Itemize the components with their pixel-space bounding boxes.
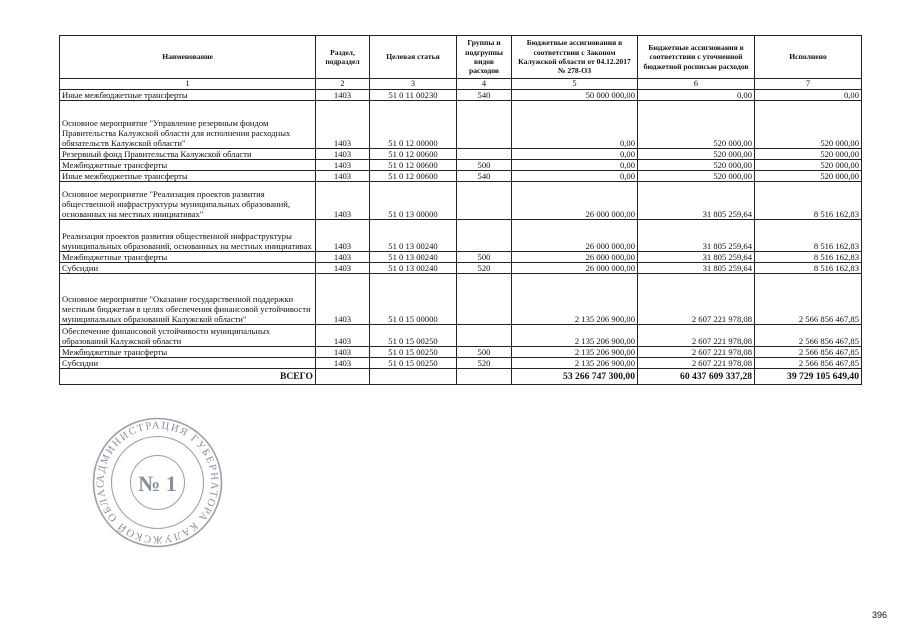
cell-section: 1403 bbox=[316, 263, 370, 274]
header-executed: Исполнено bbox=[755, 36, 862, 79]
header-section: Раздел, подраздел bbox=[316, 36, 370, 79]
col-number: 7 bbox=[755, 79, 862, 90]
cell-law: 2 135 206 900,00 bbox=[512, 274, 638, 325]
cell-name: Основное мероприятие "Управление резервным фондом Правительства Калужской области для исполнения расходных обязательств Калужской области" bbox=[60, 101, 316, 149]
cell-updated: 2 607 221 978,08 bbox=[638, 274, 755, 325]
cell-article: 51 0 12 00600 bbox=[370, 160, 457, 171]
cell-article: 51 0 12 00600 bbox=[370, 149, 457, 160]
cell-law: 0,00 bbox=[512, 171, 638, 182]
cell-updated: 31 805 259,64 bbox=[638, 263, 755, 274]
cell-executed: 520 000,00 bbox=[755, 160, 862, 171]
col-number: 2 bbox=[316, 79, 370, 90]
cell-article: 51 0 15 00250 bbox=[370, 347, 457, 358]
cell-article: 51 0 12 00000 bbox=[370, 101, 457, 149]
table-row bbox=[60, 171, 862, 182]
cell-law: 26 000 000,00 bbox=[512, 220, 638, 252]
total-empty-cell bbox=[316, 369, 370, 385]
cell-article: 51 0 13 00240 bbox=[370, 252, 457, 263]
cell-section: 1403 bbox=[316, 347, 370, 358]
stamp-number: № 1 bbox=[138, 471, 177, 496]
table-row bbox=[60, 101, 862, 149]
col-number: 3 bbox=[370, 79, 457, 90]
cell-section: 1403 bbox=[316, 182, 370, 220]
cell-law: 0,00 bbox=[512, 149, 638, 160]
cell-updated: 520 000,00 bbox=[638, 149, 755, 160]
total-executed: 39 729 105 649,40 bbox=[755, 369, 862, 385]
cell-section: 1403 bbox=[316, 252, 370, 263]
cell-group bbox=[457, 101, 512, 149]
cell-section: 1403 bbox=[316, 220, 370, 252]
cell-section: 1403 bbox=[316, 149, 370, 160]
table-row bbox=[60, 252, 862, 263]
cell-executed: 8 516 162,83 bbox=[755, 263, 862, 274]
cell-name: Реализация проектов развития общественной инфраструктуры муниципальных образований, основанных на местных инициативах bbox=[60, 220, 316, 252]
cell-group bbox=[457, 325, 512, 347]
cell-law: 2 135 206 900,00 bbox=[512, 358, 638, 369]
cell-updated: 520 000,00 bbox=[638, 101, 755, 149]
cell-article: 51 0 12 00600 bbox=[370, 171, 457, 182]
cell-name: Межбюджетные трансферты bbox=[60, 160, 316, 171]
stamp-outer-text: АДМИНИСТРАЦИЯ ГУБЕРНАТОРА КАЛУЖСКОЙ ОБЛАС bbox=[95, 420, 220, 545]
cell-group bbox=[457, 149, 512, 160]
official-stamp bbox=[90, 415, 225, 550]
cell-article: 51 0 13 00240 bbox=[370, 220, 457, 252]
table-row bbox=[60, 274, 862, 325]
cell-updated: 31 805 259,64 bbox=[638, 182, 755, 220]
table-row bbox=[60, 358, 862, 369]
cell-executed: 520 000,00 bbox=[755, 149, 862, 160]
cell-executed: 2 566 856 467,85 bbox=[755, 274, 862, 325]
table-row bbox=[60, 182, 862, 220]
table-row bbox=[60, 90, 862, 101]
cell-name: Основное мероприятие "Оказание государственной поддержки местным бюджетам в целях обеспечения финансовой устойчивости муниципальных образований Калужской области" bbox=[60, 274, 316, 325]
table-row bbox=[60, 263, 862, 274]
cell-name: Межбюджетные трансферты bbox=[60, 347, 316, 358]
cell-name: Иные межбюджетные трансферты bbox=[60, 90, 316, 101]
cell-group bbox=[457, 220, 512, 252]
cell-article: 51 0 13 00240 bbox=[370, 263, 457, 274]
stamp-seal-icon bbox=[90, 415, 225, 550]
total-label: ВСЕГО bbox=[60, 369, 316, 385]
cell-law: 2 135 206 900,00 bbox=[512, 325, 638, 347]
cell-updated: 2 607 221 978,08 bbox=[638, 358, 755, 369]
cell-executed: 8 516 162,83 bbox=[755, 182, 862, 220]
cell-group bbox=[457, 182, 512, 220]
total-row bbox=[60, 369, 862, 385]
col-number: 1 bbox=[60, 79, 316, 90]
header-name: Наименование bbox=[60, 36, 316, 79]
cell-section: 1403 bbox=[316, 90, 370, 101]
cell-executed: 2 566 856 467,85 bbox=[755, 358, 862, 369]
cell-name: Субсидии bbox=[60, 358, 316, 369]
table-row bbox=[60, 149, 862, 160]
cell-law: 0,00 bbox=[512, 101, 638, 149]
cell-executed: 2 566 856 467,85 bbox=[755, 325, 862, 347]
total-empty-cell bbox=[370, 369, 457, 385]
cell-executed: 8 516 162,83 bbox=[755, 220, 862, 252]
cell-executed: 0,00 bbox=[755, 90, 862, 101]
cell-name: Субсидии bbox=[60, 263, 316, 274]
cell-executed: 520 000,00 bbox=[755, 171, 862, 182]
cell-group: 540 bbox=[457, 90, 512, 101]
cell-updated: 520 000,00 bbox=[638, 160, 755, 171]
cell-law: 2 135 206 900,00 bbox=[512, 347, 638, 358]
cell-name: Межбюджетные трансферты bbox=[60, 252, 316, 263]
cell-section: 1403 bbox=[316, 160, 370, 171]
cell-section: 1403 bbox=[316, 101, 370, 149]
cell-name: Резервный фонд Правительства Калужской области bbox=[60, 149, 316, 160]
cell-group: 500 bbox=[457, 252, 512, 263]
cell-law: 26 000 000,00 bbox=[512, 252, 638, 263]
cell-group: 500 bbox=[457, 347, 512, 358]
cell-law: 26 000 000,00 bbox=[512, 263, 638, 274]
cell-group: 520 bbox=[457, 263, 512, 274]
header-group: Группы и подгруппы видов расходов bbox=[457, 36, 512, 79]
cell-article: 51 0 15 00250 bbox=[370, 358, 457, 369]
col-number: 4 bbox=[457, 79, 512, 90]
column-numbers-row bbox=[60, 79, 862, 90]
total-updated: 60 437 609 337,28 bbox=[638, 369, 755, 385]
col-number: 6 bbox=[638, 79, 755, 90]
total-empty-cell bbox=[457, 369, 512, 385]
cell-group: 540 bbox=[457, 171, 512, 182]
cell-section: 1403 bbox=[316, 274, 370, 325]
cell-name: Обеспечение финансовой устойчивости муниципальных образований Калужской области bbox=[60, 325, 316, 347]
cell-law: 50 000 000,00 bbox=[512, 90, 638, 101]
table-row bbox=[60, 220, 862, 252]
cell-group bbox=[457, 274, 512, 325]
cell-group: 520 bbox=[457, 358, 512, 369]
cell-group: 500 bbox=[457, 160, 512, 171]
cell-section: 1403 bbox=[316, 325, 370, 347]
table-row bbox=[60, 347, 862, 358]
table-header-row bbox=[60, 36, 862, 79]
cell-article: 51 0 11 00230 bbox=[370, 90, 457, 101]
cell-name: Иные межбюджетные трансферты bbox=[60, 171, 316, 182]
budget-table bbox=[59, 35, 862, 385]
cell-updated: 0,00 bbox=[638, 90, 755, 101]
cell-executed: 8 516 162,83 bbox=[755, 252, 862, 263]
col-number: 5 bbox=[512, 79, 638, 90]
cell-section: 1403 bbox=[316, 358, 370, 369]
header-updated: Бюджетные ассигнования в соответствии с уточненной бюджетной росписью расходов bbox=[638, 36, 755, 79]
cell-section: 1403 bbox=[316, 171, 370, 182]
cell-updated: 31 805 259,64 bbox=[638, 220, 755, 252]
cell-executed: 520 000,00 bbox=[755, 101, 862, 149]
cell-article: 51 0 13 00000 bbox=[370, 182, 457, 220]
total-law: 53 266 747 300,00 bbox=[512, 369, 638, 385]
cell-article: 51 0 15 00250 bbox=[370, 325, 457, 347]
page-number: 396 bbox=[871, 610, 887, 620]
cell-name: Основное мероприятие "Реализация проектов развития общественной инфраструктуры муниципальных образований, основанных на местных инициативах" bbox=[60, 182, 316, 220]
cell-updated: 520 000,00 bbox=[638, 171, 755, 182]
cell-executed: 2 566 856 467,85 bbox=[755, 347, 862, 358]
cell-law: 0,00 bbox=[512, 160, 638, 171]
header-law: Бюджетные ассигнования в соответствии с Законом Калужской области от 04.12.2017 № 278-ОЗ bbox=[512, 36, 638, 79]
cell-law: 26 000 000,00 bbox=[512, 182, 638, 220]
cell-article: 51 0 15 00000 bbox=[370, 274, 457, 325]
table-row bbox=[60, 325, 862, 347]
cell-updated: 31 805 259,64 bbox=[638, 252, 755, 263]
header-article: Целевая статья bbox=[370, 36, 457, 79]
cell-updated: 2 607 221 978,08 bbox=[638, 347, 755, 358]
cell-updated: 2 607 221 978,08 bbox=[638, 325, 755, 347]
table-row bbox=[60, 160, 862, 171]
